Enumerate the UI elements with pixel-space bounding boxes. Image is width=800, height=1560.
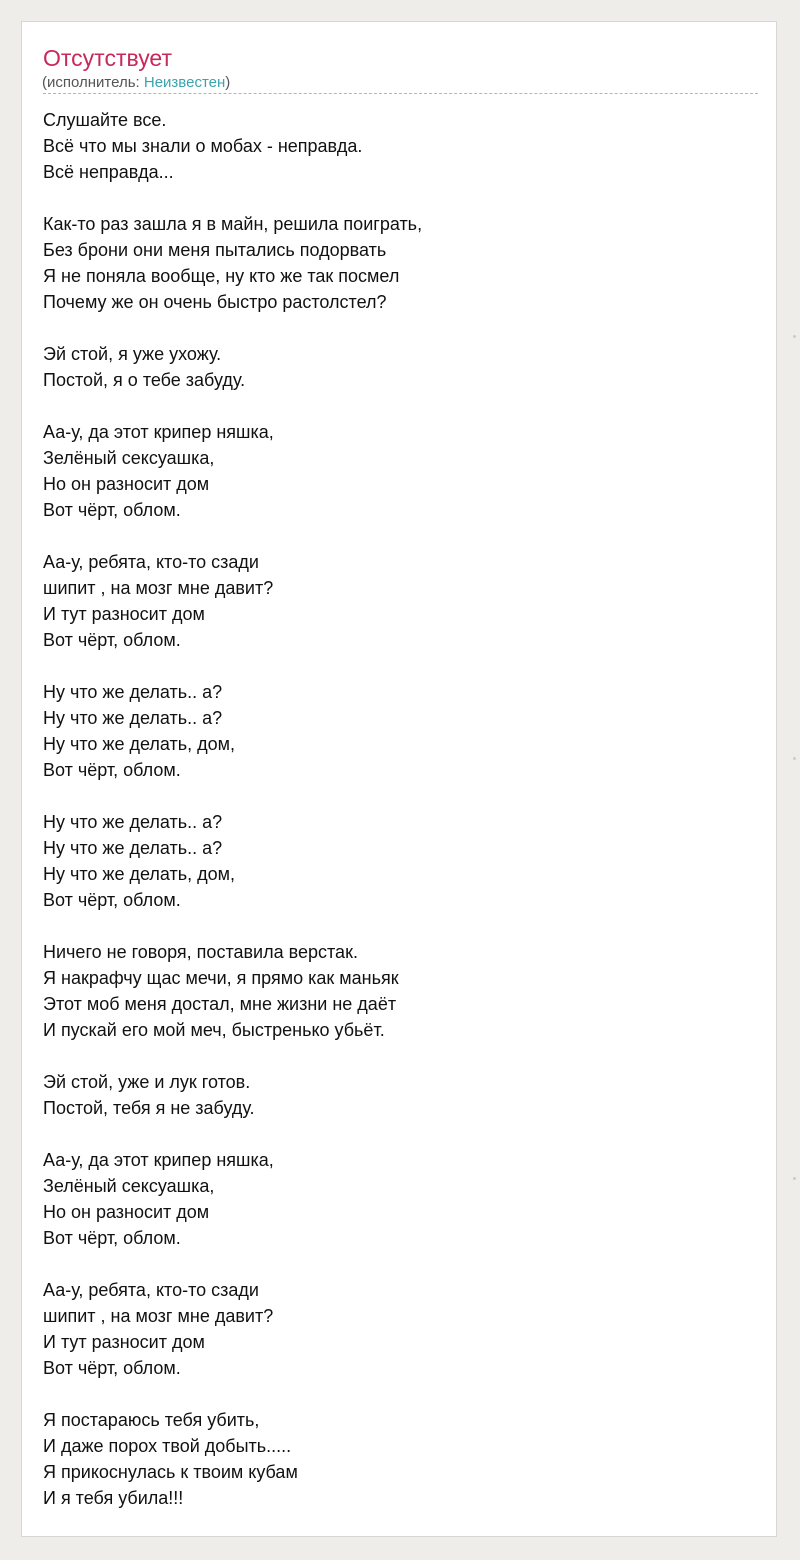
lyric-line: Постой, я о тебе забуду. (43, 370, 246, 390)
stanza (43, 1147, 743, 1251)
lyric-line: И даже порох твой добыть..... (43, 1436, 292, 1456)
stanza (43, 419, 743, 523)
stanza (43, 1407, 743, 1511)
edge-mark (793, 757, 796, 760)
artist-line (42, 73, 230, 93)
lyric-line: Как-то раз зашла я в майн, решила поиграть, (43, 214, 423, 234)
artist-link[interactable]: Неизвестен (143, 74, 226, 91)
lyric-line: Аа-у, ребята, кто-то сзади (43, 1280, 259, 1300)
lyric-line: Ну что же делать, дом, (43, 864, 236, 884)
lyric-line: Вот чёрт, облом. (43, 1228, 181, 1248)
lyric-line: Аа-у, да этот крипер няшка, (43, 1150, 274, 1170)
lyric-line: Всё что мы знали о мобах - неправда. (43, 136, 363, 156)
lyric-line: Без брони они меня пытались подорвать (43, 240, 387, 260)
lyric-line: Я прикоснулась к твоим кубам (43, 1462, 298, 1482)
song-title: Отсутствует (43, 45, 172, 71)
lyric-line: шипит , на мозг мне давит? (43, 578, 274, 598)
lyric-line: Ничего не говоря, поставила верстак. (43, 942, 358, 962)
lyric-line: Этот моб меня достал, мне жизни не даёт (43, 994, 397, 1014)
lyric-line: Но он разносит дом (43, 1202, 210, 1222)
lyric-line: Почему же он очень быстро растолстел? (43, 292, 387, 312)
stanza (43, 809, 743, 913)
lyric-line: И пускай его мой меч, быстренько убьёт. (43, 1020, 385, 1040)
lyrics-card (21, 21, 777, 1537)
lyric-line: Постой, тебя я не забуду. (43, 1098, 255, 1118)
artist-suffix: ) (225, 74, 231, 91)
lyric-line: И тут разносит дом (43, 604, 205, 624)
stanza (43, 1277, 743, 1381)
stanza (43, 211, 743, 315)
edge-mark (793, 1177, 796, 1180)
lyric-line: Вот чёрт, облом. (43, 630, 181, 650)
lyric-line: Зелёный сексуашка, (43, 1176, 215, 1196)
stanza (43, 549, 743, 653)
stanza (43, 341, 743, 393)
lyric-line: Вот чёрт, облом. (43, 1358, 181, 1378)
lyric-line: Я накрафчу щас мечи, я прямо как маньяк (43, 968, 399, 988)
title-divider (43, 93, 758, 94)
lyric-line: Но он разносит дом (43, 474, 210, 494)
lyric-line: Эй стой, уже и лук готов. (43, 1072, 251, 1092)
lyric-line: Слушайте все. (43, 110, 167, 130)
lyric-line: И тут разносит дом (43, 1332, 205, 1352)
lyric-line: Я не поняла вообще, ну кто же так посмел (43, 266, 400, 286)
lyric-line: Вот чёрт, облом. (43, 500, 181, 520)
stanza (43, 939, 743, 1043)
stanza (43, 107, 743, 185)
edge-mark (793, 335, 796, 338)
lyric-line: Вот чёрт, облом. (43, 890, 181, 910)
lyric-line: Аа-у, да этот крипер няшка, (43, 422, 274, 442)
lyric-line: Всё неправда... (43, 162, 174, 182)
lyric-line: Ну что же делать.. а? (43, 812, 223, 832)
lyric-line: Ну что же делать.. а? (43, 708, 223, 728)
lyric-line: Эй стой, я уже ухожу. (43, 344, 222, 364)
stanza (43, 1069, 743, 1121)
lyric-line: Вот чёрт, облом. (43, 760, 181, 780)
lyric-line: Аа-у, ребята, кто-то сзади (43, 552, 259, 572)
artist-prefix: (исполнитель: (42, 74, 144, 91)
lyric-line: Зелёный сексуашка, (43, 448, 215, 468)
lyric-line: шипит , на мозг мне давит? (43, 1306, 274, 1326)
lyrics-body (43, 107, 743, 1537)
lyric-line: Ну что же делать, дом, (43, 734, 236, 754)
lyric-line: Ну что же делать.. а? (43, 682, 223, 702)
stanza (43, 679, 743, 783)
lyric-line: И я тебя убила!!! (43, 1488, 184, 1508)
lyric-line: Я постараюсь тебя убить, (43, 1410, 260, 1430)
lyric-line: Ну что же делать.. а? (43, 838, 223, 858)
